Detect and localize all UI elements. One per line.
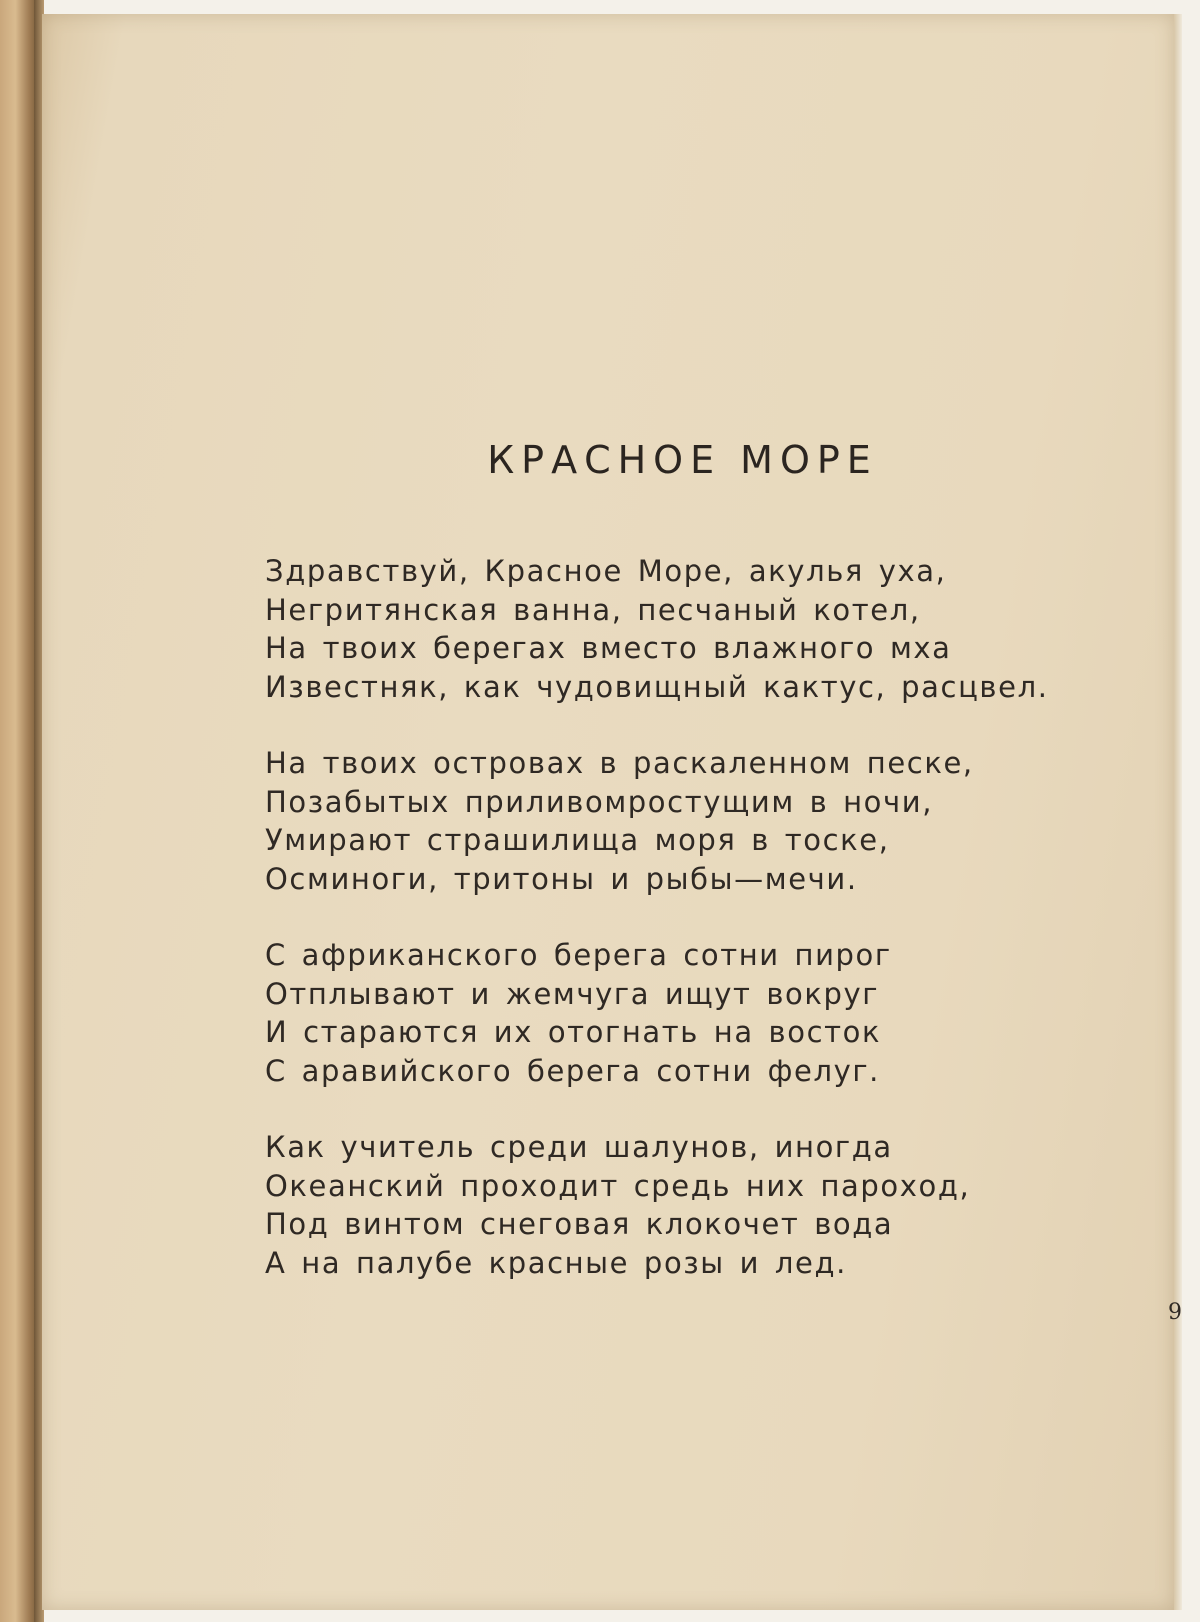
- poem-title: КРАСНОЕ МОРЕ: [487, 438, 878, 482]
- stanza-3: [265, 936, 1115, 1090]
- stanza-1: [265, 552, 1115, 706]
- poem-line: На твоих берегах вместо влажного мха: [265, 631, 952, 665]
- page-number: 9: [1168, 1300, 1182, 1325]
- poem-line: С африканского берега сотни пирог: [265, 938, 892, 972]
- poem-line: А на палубе красные розы и лед.: [265, 1245, 847, 1280]
- poem-line: Под винтом снеговая клокочет вода: [265, 1207, 894, 1241]
- poem-line: Умирают страшилища моря в тоске,: [265, 823, 890, 857]
- poem-line: Известняк, как чудовищный кактус, расцвел.: [265, 669, 1049, 704]
- poem-line: Отплывают и жемчуга ищут вокруг: [265, 976, 880, 1011]
- stanza-4: [265, 1128, 1115, 1282]
- poem-line: Океанский проходит средь них пароход,: [265, 1168, 971, 1203]
- poem-line: Негритянская ванна, песчаный котел,: [265, 592, 921, 627]
- stanza-2: [265, 744, 1115, 898]
- poem-line: С аравийского берега сотни фелуг.: [265, 1053, 880, 1088]
- page-edge: [1174, 14, 1182, 1610]
- poem-body: [265, 552, 1115, 1320]
- poem-line: На твоих островах в раскаленном песке,: [265, 746, 974, 780]
- poem-line: Здравствуй, Красное Море, акулья уха,: [265, 554, 947, 588]
- poem-line: И стараются их отогнать на восток: [265, 1015, 882, 1049]
- book-spine: [0, 0, 34, 1622]
- poem-line: Как учитель среди шалунов, иногда: [265, 1130, 893, 1164]
- poem-line: Позабытых приливомростущим в ночи,: [265, 784, 934, 819]
- poem-line: Осминоги, тритоны и рыбы—мечи.: [265, 861, 858, 896]
